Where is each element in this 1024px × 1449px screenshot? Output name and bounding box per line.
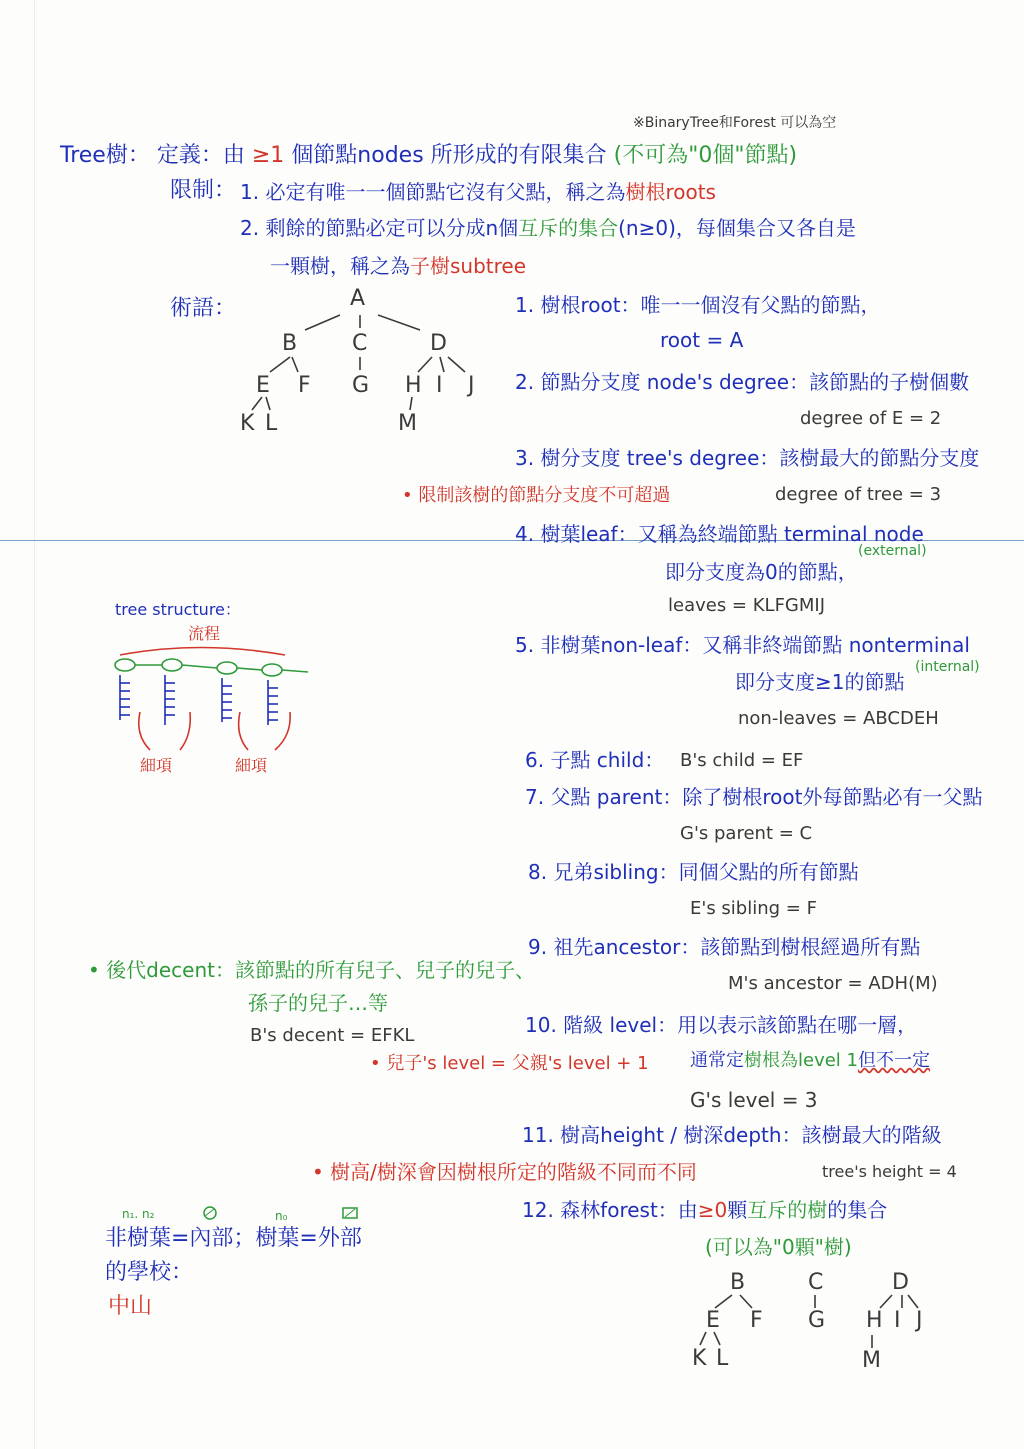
legend-line-3: 中山 [108, 1294, 153, 1319]
term-10-desc-b: 樹根為level 1 [744, 1050, 858, 1071]
tree-node-b: B [282, 331, 298, 356]
tree-node-e: E [256, 373, 270, 398]
term-5-desc: 即分支度≥1的節點 [735, 670, 905, 694]
forest-node-h: H [866, 1308, 883, 1333]
tree-node-k: K [240, 411, 255, 436]
term-9: 9. 祖先ancestor：該節點到樹根經過所有點 [528, 935, 921, 959]
legend-line-1: 非樹葉=內部；樹葉=外部 [105, 1226, 362, 1251]
term-12-d: 互斥的樹 [747, 1198, 828, 1222]
term-2: 2. 節點分支度 node's degree：該節點的子樹個數 [515, 370, 970, 394]
limit-2-text-c: 一顆樹，稱之為 [270, 254, 410, 278]
term-11: 11. 樹高height / 樹深depth：該樹最大的階級 [522, 1123, 942, 1147]
legend-sub-n: n₁. n₂ [122, 1207, 155, 1221]
tree-node-g: G [352, 373, 370, 398]
limits-label: 限制： [170, 178, 237, 203]
limit-1-text: 1. 必定有唯一一個節點它沒有父點，稱之為 [240, 180, 626, 204]
term-8-example: E's sibling = F [690, 898, 817, 919]
term-5-internal: (internal) [915, 659, 980, 675]
term-3: 3. 樹分支度 tree's degree：該樹最大的節點分支度 [515, 446, 980, 470]
term-10: 10. 階級 level：用以表示該節點在哪一層， [525, 1013, 918, 1037]
term-6: 6. 子點 child： [525, 748, 665, 772]
structure-detail-1: 細項 [140, 756, 173, 775]
definition-sign: ≥1 [251, 143, 285, 168]
term-9-example: M's ancestor = ADH(M) [728, 973, 938, 994]
term-4-desc: 即分支度為0的節點， [665, 560, 858, 584]
definition-paren: (不可為"0個"節點) [613, 143, 798, 168]
forest-node-k: K [692, 1346, 707, 1371]
forest-node-e: E [706, 1308, 720, 1333]
term-8: 8. 兄弟sibling：同個父點的所有節點 [528, 860, 859, 884]
tree-node-i: I [436, 373, 443, 398]
term-7-example: G's parent = C [680, 823, 813, 844]
term-12-b: ≥0 [697, 1198, 728, 1222]
tree-node-a: A [350, 286, 366, 311]
term-12-desc: (可以為"0顆"樹) [705, 1235, 852, 1259]
definition-term: Tree樹： [60, 143, 150, 168]
term-3-example: degree of tree = 3 [775, 484, 942, 505]
limit-2-highlight: 互斥的集合 [518, 216, 619, 240]
tree-node-j: J [468, 373, 475, 398]
forest-node-g: G [808, 1308, 826, 1333]
definition-label: 定義：由 [156, 143, 245, 168]
forest-node-d: D [892, 1270, 909, 1295]
definition-body: 個節點nodes 所形成的有限集合 [291, 143, 607, 168]
forest-node-i: I [894, 1308, 901, 1333]
forest-node-j: J [916, 1308, 923, 1333]
legend-line-2: 的學校： [105, 1260, 194, 1285]
term-5: 5. 非樹葉non-leaf：又稱非終端節點 nonterminal [515, 633, 970, 657]
term-10-example: G's level = 3 [690, 1088, 818, 1112]
structure-flow-label: 流程 [188, 624, 221, 643]
limit-2-text-b: (n≥0)，每個集合又各自是 [618, 216, 856, 240]
term-6-example: B's child = EF [680, 750, 804, 771]
forest-node-c: C [808, 1270, 824, 1295]
legend-sub-n0: n₀ [275, 1209, 288, 1223]
term-2-example: degree of E = 2 [800, 408, 942, 429]
descendant-line-1: • 後代decent：該節點的所有兒子、兒子的兒子、 [88, 958, 535, 982]
tree-node-m: M [398, 411, 417, 436]
term-7: 7. 父點 parent：除了樹根root外每節點必有一父點 [525, 785, 983, 809]
forest-node-m: M [862, 1348, 881, 1373]
terms-label: 術語： [170, 296, 237, 321]
tree-node-f: F [298, 373, 311, 398]
term-1-example: root = A [660, 328, 744, 352]
height-note: • 樹高/樹深會因樹根所定的階級不同而不同 [312, 1160, 697, 1184]
term-1: 1. 樹根root：唯一一個沒有父點的節點， [515, 293, 881, 317]
structure-title: tree structure： [115, 600, 241, 619]
descendant-level-rule: • 兒子's level = 父親's level + 1 [370, 1053, 649, 1074]
limit-2-text: 2. 剩餘的節點必定可以分成n個 [240, 216, 519, 240]
term-4: 4. 樹葉leaf：又稱為終端節點 terminal node [515, 522, 924, 546]
forest-node-f: F [750, 1308, 763, 1333]
limit-degree-note: • 限制該樹的節點分支度不可超過 [402, 485, 671, 506]
descendant-example: B's decent = EFKL [250, 1025, 415, 1046]
term-12-e: 的集合 [827, 1198, 888, 1222]
forest-node-l: L [716, 1346, 729, 1371]
limit-1-highlight: 樹根roots [625, 180, 716, 204]
term-12-c: 顆 [727, 1198, 748, 1222]
tree-node-h: H [405, 373, 422, 398]
forest-node-b: B [730, 1270, 746, 1295]
top-note: ※BinaryTree和Forest 可以為空 [633, 115, 837, 131]
tree-node-c: C [352, 331, 368, 356]
term-5-example: non-leaves = ABCDEH [738, 708, 939, 729]
term-11-example: tree's height = 4 [822, 1162, 957, 1181]
term-10-desc-a: 通常定 [690, 1050, 744, 1071]
term-10-desc-c: 但不一定 [857, 1050, 930, 1071]
descendant-line-2: 孫子的兒子…等 [248, 991, 388, 1015]
tree-node-l: L [265, 411, 278, 436]
term-12-a: 12. 森林forest：由 [522, 1198, 698, 1222]
term-4-external: (external) [858, 543, 927, 559]
tree-node-d: D [430, 331, 447, 356]
limit-2-subtree: 子樹subtree [410, 254, 527, 278]
structure-detail-2: 細項 [235, 756, 268, 775]
term-4-example: leaves = KLFGMIJ [668, 595, 826, 616]
